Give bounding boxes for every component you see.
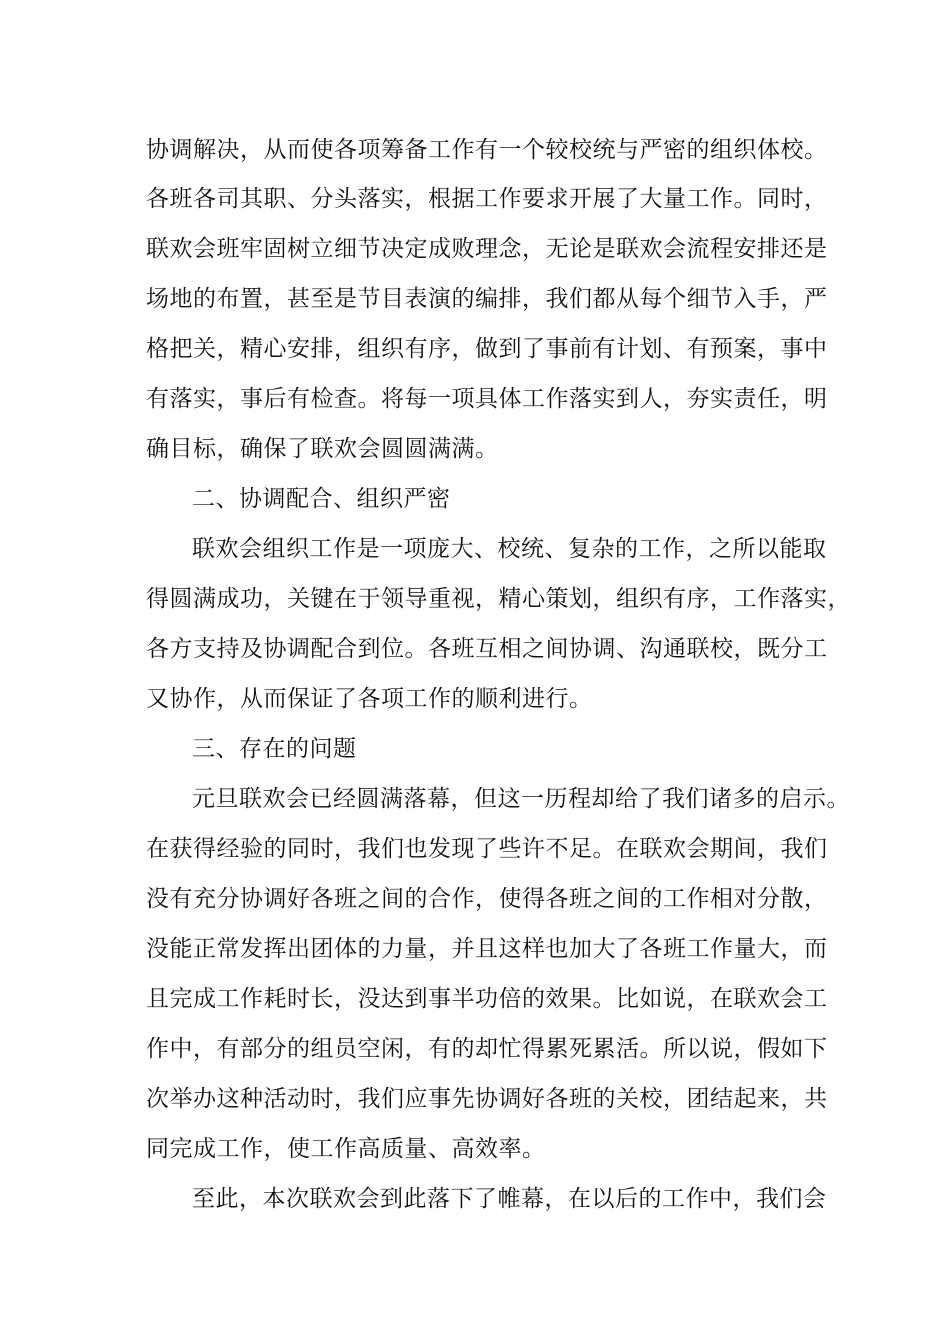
paragraph-line: 又协作，从而保证了各项工作的顺利进行。 [146,686,593,712]
paragraph-line: 格把关，精心安排，组织有序，做到了事前有计划、有预案，事中 [146,336,828,362]
paragraph-line: 至此，本次联欢会到此落下了帷幕，在以后的工作中，我们会 [192,1186,827,1212]
paragraph-line: 作中，有部分的组员空闲，有的却忙得累死累活。所以说，假如下 [146,1036,828,1062]
paragraph-line: 协调解决，从而使各项筹备工作有一个较校统与严密的组织体校。 [146,137,828,163]
paragraph-line: 联欢会班牢固树立细节决定成败理念，无论是联欢会流程安排还是 [146,236,828,262]
section-heading: 二、协调配合、组织严密 [192,486,451,512]
paragraph-line: 同完成工作，使工作高质量、高效率。 [146,1136,546,1162]
paragraph-line: 元旦联欢会已经圆满落幕，但这一历程却给了我们诸多的启示。 [192,786,850,812]
paragraph-line: 有落实，事后有检查。将每一项具体工作落实到人，夯实责任，明 [146,386,828,412]
paragraph-line: 各方支持及协调配合到位。各班互相之间协调、沟通联校，既分工 [146,636,828,662]
paragraph-line: 场地的布置，甚至是节目表演的编排，我们都从每个细节入手，严 [146,286,828,312]
paragraph-line: 各班各司其职、分头落实，根据工作要求开展了大量工作。同时， [146,186,828,212]
section-heading: 三、存在的问题 [192,736,357,762]
paragraph-line: 确目标，确保了联欢会圆圆满满。 [146,436,499,462]
paragraph-line: 得圆满成功，关键在于领导重视，精心策划，组织有序，工作落实， [146,586,851,612]
paragraph-line: 且完成工作耗时长，没达到事半功倍的效果。比如说，在联欢会工 [146,986,828,1012]
paragraph-line: 联欢会组织工作是一项庞大、校统、复杂的工作，之所以能取 [192,536,827,562]
paragraph-line: 没能正常发挥出团体的力量，并且这样也加大了各班工作量大，而 [146,936,828,962]
paragraph-line: 没有充分协调好各班之间的合作，使得各班之间的工作相对分散， [146,886,828,912]
paragraph-line: 在获得经验的同时，我们也发现了些许不足。在联欢会期间，我们 [146,836,828,862]
paragraph-line: 次举办这种活动时，我们应事先协调好各班的关校，团结起来，共 [146,1086,828,1112]
